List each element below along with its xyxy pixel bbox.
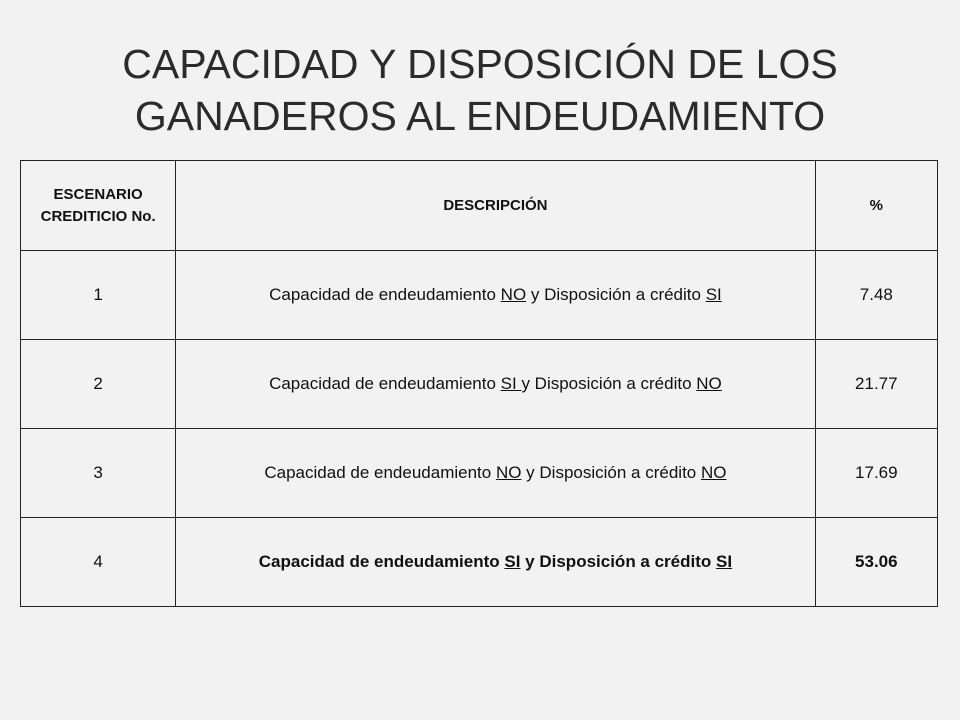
row-percent: 17.69 <box>815 429 937 518</box>
disposition-value: SI <box>716 552 733 571</box>
capacity-value: SI <box>504 552 521 571</box>
row-percent: 7.48 <box>815 251 937 340</box>
capacity-value: SI <box>500 374 522 393</box>
row-description <box>176 340 815 429</box>
row-description <box>176 251 815 340</box>
capacity-value: NO <box>500 285 527 304</box>
disposition-value: SI <box>705 285 722 304</box>
slide-title-line-2: GANADEROS AL ENDEUDAMIENTO <box>134 93 826 139</box>
desc-prefix: Capacidad de endeudamiento <box>258 552 505 571</box>
desc-prefix: Capacidad de endeudamiento <box>269 285 501 304</box>
desc-middle: y Disposición a crédito <box>520 552 717 571</box>
row-number: 4 <box>21 518 176 607</box>
table-row <box>21 518 938 607</box>
header-percent: % <box>815 161 937 251</box>
row-number: 2 <box>21 340 176 429</box>
disposition-value: NO <box>696 374 722 393</box>
header-description: DESCRIPCIÓN <box>176 161 815 251</box>
desc-middle: y Disposición a crédito <box>526 285 706 304</box>
desc-middle: y Disposición a crédito <box>521 463 701 482</box>
header-scenario-number <box>21 161 176 251</box>
desc-prefix: Capacidad de endeudamiento <box>269 374 501 393</box>
desc-middle: y Disposición a crédito <box>521 374 697 393</box>
slide-title-line-1: CAPACIDAD Y DISPOSICIÓN DE LOS <box>122 41 838 87</box>
table-row <box>21 429 938 518</box>
table-row <box>21 251 938 340</box>
capacity-value: NO <box>495 463 522 482</box>
header-scenario-line-1: ESCENARIO <box>53 185 143 203</box>
row-description <box>176 518 815 607</box>
row-description <box>176 429 815 518</box>
scenarios-table <box>20 160 938 607</box>
row-percent: 21.77 <box>815 340 937 429</box>
slide-title <box>0 38 960 142</box>
disposition-value: NO <box>700 463 727 482</box>
row-percent: 53.06 <box>815 518 937 607</box>
table-row <box>21 340 938 429</box>
row-number: 3 <box>21 429 176 518</box>
row-number: 1 <box>21 251 176 340</box>
table-header-row <box>21 161 938 251</box>
desc-prefix: Capacidad de endeudamiento <box>264 463 496 482</box>
header-scenario-line-2: CREDITICIO No. <box>40 207 156 225</box>
